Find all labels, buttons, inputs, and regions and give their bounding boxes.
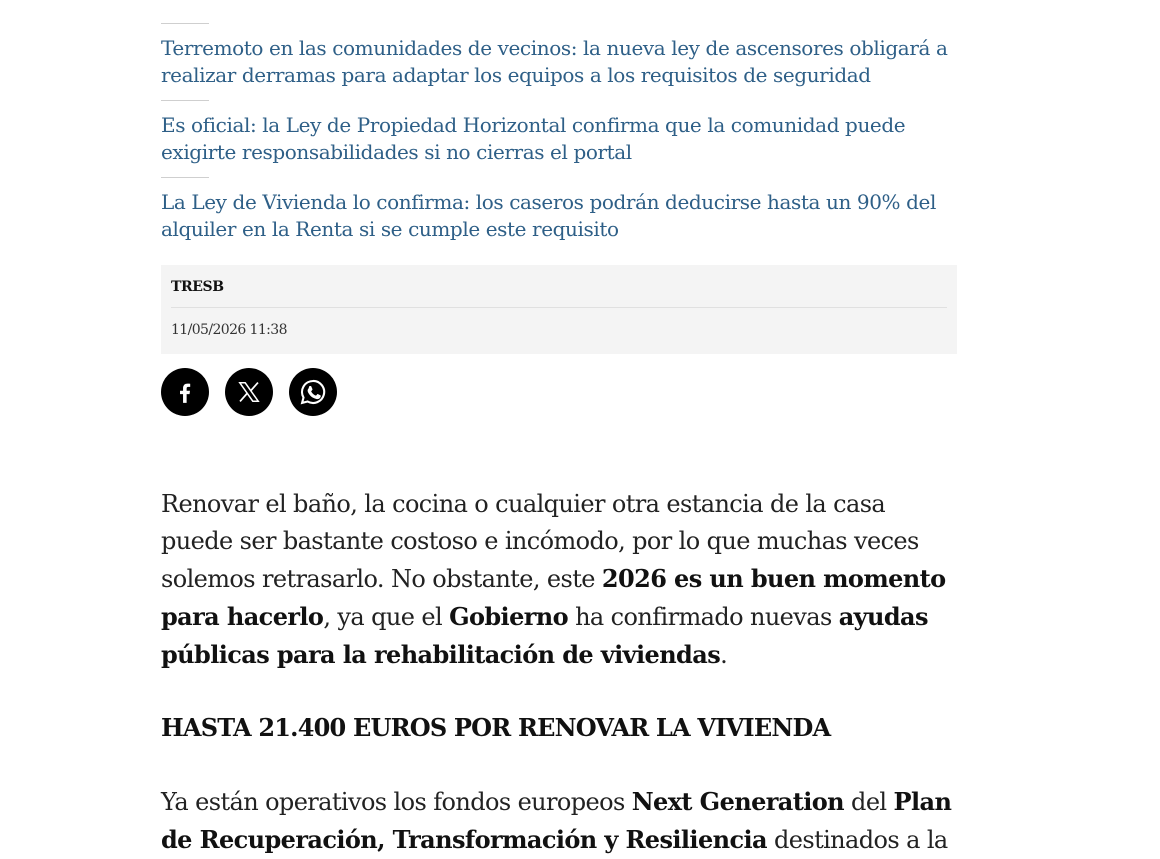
article-body [161, 486, 957, 674]
share-whatsapp-button[interactable] [289, 368, 337, 416]
related-item [161, 100, 957, 166]
related-articles [161, 23, 957, 243]
related-link[interactable]: La Ley de Vivienda lo confirma: los caseros podrán deducirse hasta un 90% del alquiler en la Renta si se cumple este requisito [161, 190, 936, 241]
related-item [161, 177, 957, 243]
related-link[interactable]: Terremoto en las comunidades de vecinos: la nueva ley de ascensores obligará a realizar derramas para adaptar los equipos a los requisitos de seguridad [161, 36, 948, 87]
related-link[interactable]: Es oficial: la Ley de Propiedad Horizontal confirma que la comunidad puede exigirte responsabilidades si no cierras el portal [161, 113, 906, 164]
publish-date: 11/05/2026 11:38 [171, 322, 287, 338]
related-item [161, 23, 957, 89]
related-divider [161, 177, 209, 178]
article-body [161, 783, 957, 859]
x-icon [236, 379, 262, 405]
share-facebook-button[interactable] [161, 368, 209, 416]
section-heading: HASTA 21.400 EUROS POR RENOVAR LA VIVIENDA [161, 713, 831, 742]
whatsapp-icon [298, 377, 328, 407]
share-x-button[interactable] [225, 368, 273, 416]
related-divider [161, 23, 209, 24]
share-bar [161, 368, 957, 416]
byline-box [161, 265, 957, 354]
article-paragraph: Ya están operativos los fondos europeos Next Generation del Plan de Recuperación, Transformación y Resiliencia destinados a la [161, 787, 952, 854]
related-divider [161, 100, 209, 101]
author-name: TRESB [171, 277, 947, 308]
article-paragraph: Renovar el baño, la cocina o cualquier otra estancia de la casa puede ser bastante costoso e incómodo, por lo que muchas veces solemos retrasarlo. No obstante, este 2026 es un buen momento para hacerlo, ya que el Gobierno ha confirmado nuevas ayudas públicas para la rehabilitación de viviendas. [161, 490, 946, 669]
article-column [161, 0, 957, 859]
facebook-icon [172, 379, 198, 405]
